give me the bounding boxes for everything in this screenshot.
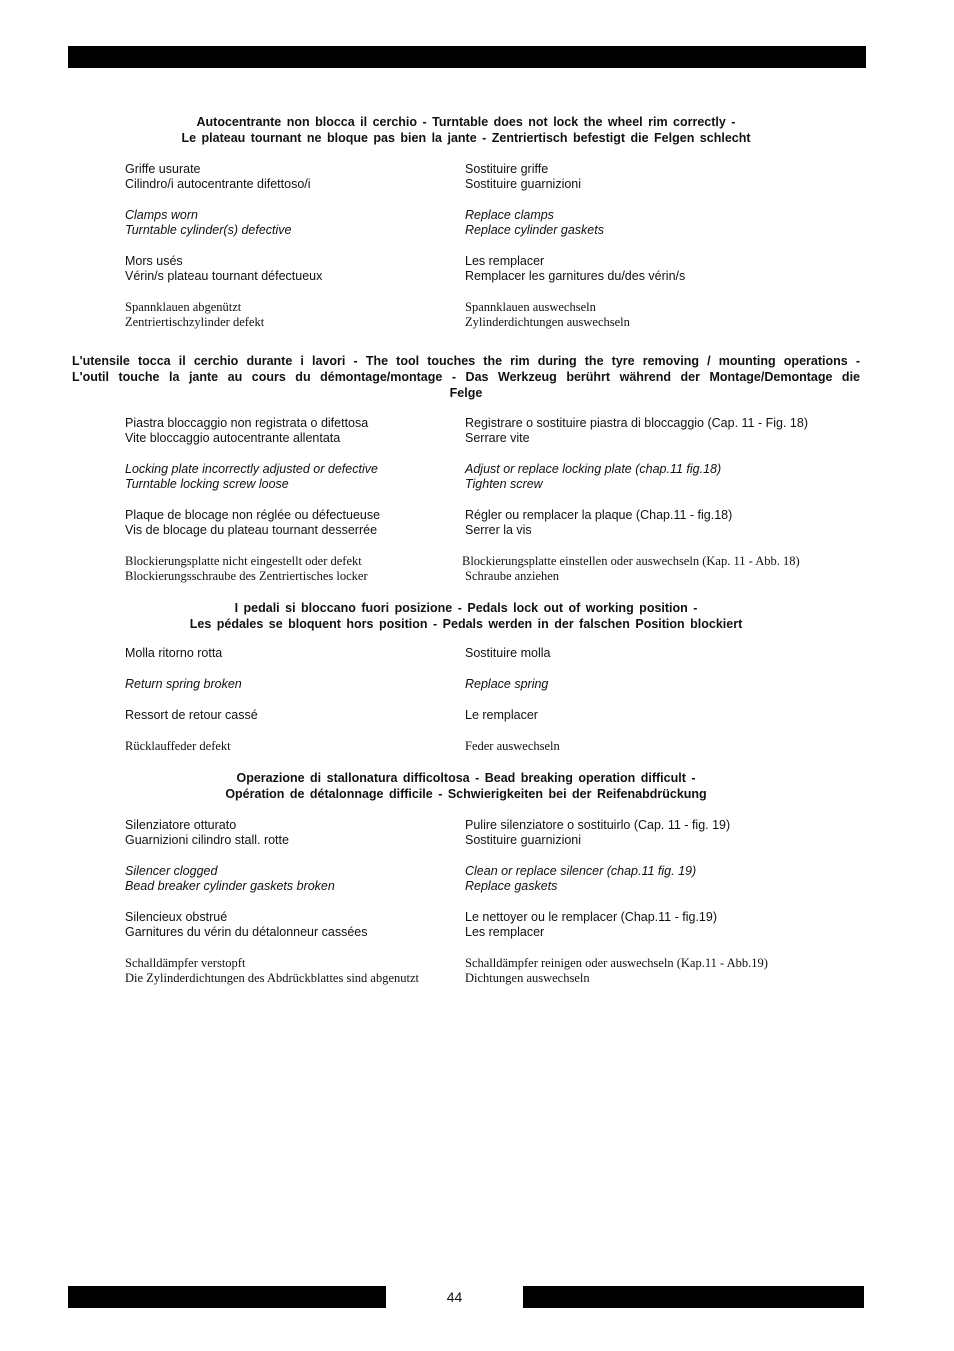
table-row	[125, 864, 865, 879]
remedy-text: Zylinderdichtungen auswechseln	[465, 315, 630, 330]
table-row	[125, 431, 865, 446]
cause-text: Griffe usurate	[125, 162, 201, 176]
remedy-text: Registrare o sostituire piastra di bloccaggio (Cap. 11 - Fig. 18)	[465, 416, 808, 430]
heading-line: Autocentrante non blocca il cerchio - Turntable does not lock the wheel rim correctly -	[196, 115, 736, 129]
table-row	[125, 254, 865, 269]
table-row	[125, 177, 865, 192]
table-row	[125, 739, 865, 754]
cause-text: Mors usés	[125, 254, 183, 268]
remedy-text: Adjust or replace locking plate (chap.11 fig.18)	[465, 462, 722, 476]
remedy-text: Remplacer les garnitures du/des vérin/s	[465, 269, 686, 284]
group-fr	[125, 508, 865, 539]
table-row	[125, 462, 865, 477]
remedy-text: Serrer la vis	[465, 523, 532, 538]
table-row	[125, 956, 865, 971]
cause-text: Silencieux obstrué	[125, 910, 228, 924]
cause-text: Molla ritorno rotta	[125, 646, 223, 660]
cause-text: Ressort de retour cassé	[125, 708, 258, 722]
group-it	[125, 416, 865, 447]
footer-bar-left	[68, 1286, 386, 1308]
remedy-text: Feder auswechseln	[465, 739, 560, 753]
cause-text: Vite bloccaggio autocentrante allentata	[125, 431, 341, 446]
cause-text: Vis de blocage du plateau tournant desserrée	[125, 523, 378, 538]
header-bar	[68, 46, 866, 68]
heading-line: I pedali si bloccano fuori posizione - Pedals lock out of working position -	[234, 601, 698, 615]
remedy-text: Les remplacer	[465, 925, 545, 940]
table-row	[125, 162, 865, 177]
table-row	[125, 708, 865, 723]
cause-text: Zentriertischzylinder defekt	[125, 315, 265, 330]
cause-text: Piastra bloccaggio non registrata o difettosa	[125, 416, 369, 430]
heading-line: Operazione di stallonatura difficoltosa - Bead breaking operation difficult -	[236, 771, 696, 785]
remedy-text: Spannklauen auswechseln	[465, 300, 596, 314]
remedy-text: Serrare vite	[465, 431, 530, 446]
cause-text: Turntable locking screw loose	[125, 477, 289, 492]
remedy-text: Sostituire molla	[465, 646, 551, 660]
remedy-text: Replace cylinder gaskets	[465, 223, 604, 238]
table-row	[125, 416, 865, 431]
table-row	[125, 300, 865, 315]
table-row	[125, 818, 865, 833]
table-row	[125, 554, 865, 569]
table-row	[125, 971, 865, 986]
table-row	[125, 208, 865, 223]
cause-text: Garnitures du vérin du détalonneur cassées	[125, 925, 368, 940]
group-it	[125, 646, 865, 661]
cause-text: Locking plate incorrectly adjusted or defective	[125, 462, 378, 476]
remedy-text: Le nettoyer ou le remplacer (Chap.11 - fig.19)	[465, 910, 717, 924]
remedy-text: Dichtungen auswechseln	[465, 971, 590, 986]
section-heading	[72, 114, 860, 146]
table-row	[125, 646, 865, 661]
cause-text: Cilindro/i autocentrante difettoso/i	[125, 177, 311, 192]
heading-line: L'outil touche la jante au cours du démontage/montage - Das Werkzeug berührt während der Montage/Demontage die	[72, 370, 860, 384]
footer-bar-right	[523, 1286, 864, 1308]
remedy-text: Tighten screw	[465, 477, 543, 492]
cause-text: Blockierungsschraube des Zentriertisches locker	[125, 569, 368, 584]
cause-text: Die Zylinderdichtungen des Abdrückblattes sind abgenutzt	[125, 971, 420, 986]
cause-text: Plaque de blocage non réglée ou défectueuse	[125, 508, 381, 522]
remedy-text: Sostituire guarnizioni	[465, 833, 582, 848]
group-de	[125, 739, 865, 754]
group-fr	[125, 910, 865, 941]
group-en	[125, 677, 865, 692]
table-row	[125, 523, 865, 538]
remedy-text: Sostituire guarnizioni	[465, 177, 582, 192]
cause-text: Return spring broken	[125, 677, 242, 691]
page-number: 44	[446, 1289, 463, 1305]
remedy-text: Le remplacer	[465, 708, 538, 722]
table-row	[125, 508, 865, 523]
group-fr	[125, 254, 865, 285]
table-row	[125, 477, 865, 492]
table-row	[125, 569, 865, 584]
table-row	[125, 910, 865, 925]
remedy-text: Schalldämpfer reinigen oder auswechseln (Kap.11 - Abb.19)	[465, 956, 768, 970]
group-en	[125, 208, 865, 239]
heading-line: Le plateau tournant ne bloque pas bien la jante - Zentriertisch befestigt die Felgen schlecht	[181, 131, 751, 145]
section-heading	[72, 353, 860, 401]
cause-text: Guarnizioni cilindro stall. rotte	[125, 833, 289, 848]
group-it	[125, 162, 865, 193]
group-de	[125, 554, 865, 585]
table-row	[125, 315, 865, 330]
remedy-text: Blockierungsplatte einstellen oder auswechseln (Kap. 11 - Abb. 18)	[462, 554, 800, 568]
cause-text: Clamps worn	[125, 208, 198, 222]
group-it	[125, 818, 865, 849]
section-heading	[72, 600, 860, 632]
cause-text: Schalldämpfer verstopft	[125, 956, 246, 970]
remedy-text: Pulire silenziatore o sostituirlo (Cap. 11 - fig. 19)	[465, 818, 731, 832]
cause-text: Silencer clogged	[125, 864, 218, 878]
heading-line: L'utensile tocca il cerchio durante i lavori - The tool touches the rim during the tyre removing / mounting operations -	[72, 354, 860, 368]
cause-text: Silenziatore otturato	[125, 818, 237, 832]
table-row	[125, 879, 865, 894]
section-heading	[72, 770, 860, 802]
group-de	[125, 300, 865, 331]
group-de	[125, 956, 865, 987]
remedy-text: Replace clamps	[465, 208, 554, 222]
cause-text: Bead breaker cylinder gaskets broken	[125, 879, 335, 894]
remedy-text: Replace spring	[465, 677, 549, 691]
cause-text: Blockierungsplatte nicht eingestellt oder defekt	[125, 554, 362, 568]
heading-line: Felge	[449, 386, 483, 400]
heading-line: Opération de détalonnage difficile - Schwierigkeiten bei der Reifenabdrückung	[225, 787, 707, 801]
group-en	[125, 864, 865, 895]
remedy-text: Sostituire griffe	[465, 162, 549, 176]
group-fr	[125, 708, 865, 723]
table-row	[125, 833, 865, 848]
cause-text: Rücklauffeder defekt	[125, 739, 231, 753]
remedy-text: Schraube anziehen	[465, 569, 560, 584]
cause-text: Vérin/s plateau tournant défectueux	[125, 269, 323, 284]
cause-text: Turntable cylinder(s) defective	[125, 223, 292, 238]
table-row	[125, 223, 865, 238]
cause-text: Spannklauen abgenützt	[125, 300, 242, 314]
table-row	[125, 269, 865, 284]
remedy-text: Régler ou remplacer la plaque (Chap.11 - fig.18)	[465, 508, 733, 522]
table-row	[125, 677, 865, 692]
table-row	[125, 925, 865, 940]
remedy-text: Les remplacer	[465, 254, 545, 268]
remedy-text: Clean or replace silencer (chap.11 fig. 19)	[465, 864, 697, 878]
heading-line: Les pédales se bloquent hors position - Pedals werden in der falschen Position blockiert	[189, 617, 743, 631]
group-en	[125, 462, 865, 493]
remedy-text: Replace gaskets	[465, 879, 558, 894]
